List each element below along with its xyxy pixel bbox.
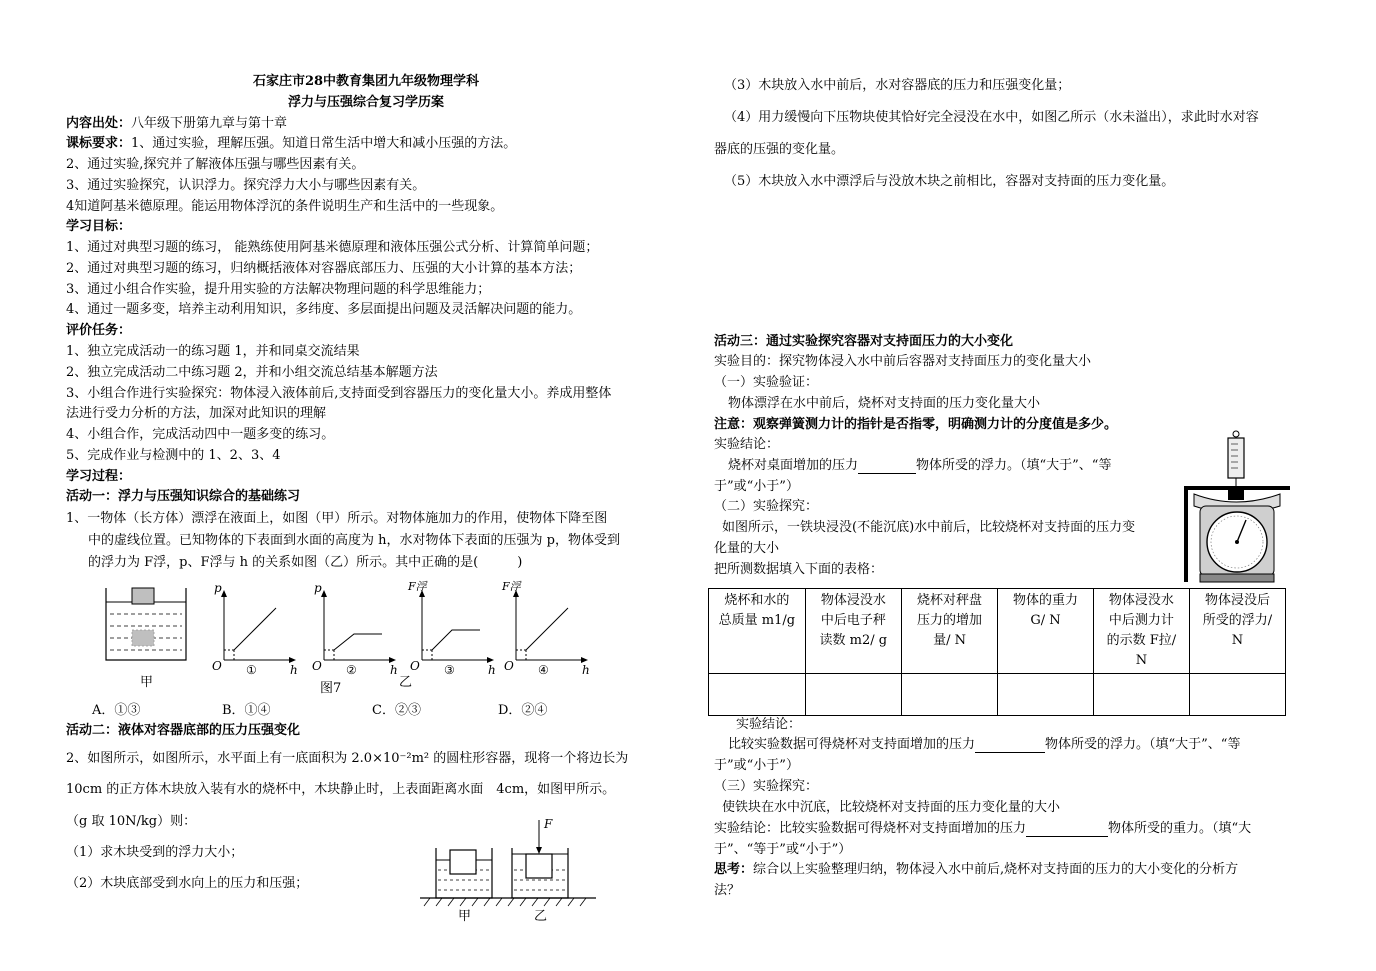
question2-part5: （5）木块放入水中漂浮后与没放木块之前相比，容器对支持面的压力变化量。 xyxy=(724,174,1175,189)
question2-part4: （4）用力缓慢向下压物块使其恰好完全浸没在水中，如图乙所示（水未溢出），求此时水对容 xyxy=(724,110,1259,125)
graph1-number: ① xyxy=(246,663,257,677)
conclusion1 xyxy=(728,458,1111,474)
question2-line: 10cm 的正方体木块放入装有水的烧杯中，木块静止时，上表面距离水面 4cm，如图甲所示。 xyxy=(66,782,616,797)
header-text: 中后电子秤 xyxy=(820,613,886,628)
graph-2 xyxy=(321,590,396,663)
graph4-ylabel: F浮 xyxy=(502,580,521,593)
header-text: 的示数 F拉/ xyxy=(1106,633,1177,648)
conclusion2-b: 物体所受的浮力。（填“大于”、“等 xyxy=(1045,737,1241,752)
question2-line: 2、如图所示，如图所示，水平面上有一底面积为 2.0×10⁻²m² 的圆柱形容器，现将一个将边长为 xyxy=(66,751,629,766)
graph4-number: ④ xyxy=(538,663,549,677)
question2-part3: （3）木块放入水中前后，水对容器底的压力和压强变化量； xyxy=(724,78,1071,93)
eval-item: 3、小组合作进行实验探究：物体浸入液体前后,支持面受到容器压力的变化量大小。养成用整体 xyxy=(66,386,612,401)
eval-item: 2、独立完成活动二中练习题 2，并和小组交流总结基本解题方法 xyxy=(66,365,438,380)
graph-3 xyxy=(419,590,494,663)
goal-item: 3、通过小组合作实验，提升用实验的方法解决物理问题的科学思维能力； xyxy=(66,282,491,297)
req-item: 2、通过实验,探究并了解液体压强与哪些因素有关。 xyxy=(66,157,365,172)
req-item: 3、通过实验探究，认识浮力。探究浮力大小与哪些因素有关。 xyxy=(66,178,426,193)
graph2-xlabel: h xyxy=(390,663,398,677)
table-header-cell xyxy=(805,589,901,674)
eval-item: 法进行受力分析的方法，加深对此知识的理解 xyxy=(66,406,327,421)
question1-line: 中的虚线位置。已知物体的下表面到水面的高度为 h，水对物体下表面的压强为 p，物体受到 xyxy=(88,533,620,548)
req-label: 课标要求： xyxy=(66,136,132,151)
goal-item: 2、通过对典型习题的练习，归纳概括液体对容器底部压力、压强的大小计算的基本方法； xyxy=(66,261,582,276)
think-text: 综合以上实验整理归纳，物体浸入水中前后,烧杯对支持面的压力的大小变化的分析方 xyxy=(753,862,1239,877)
source-text: 八年级下册第九章与第十章 xyxy=(131,116,288,131)
think-line xyxy=(714,862,1238,878)
fig1-label-jia: 甲 xyxy=(140,675,154,690)
table-input-cell[interactable] xyxy=(709,674,806,716)
table-header-row xyxy=(709,589,1286,674)
answer-blank[interactable] xyxy=(1026,836,1108,837)
header-text: N xyxy=(1231,633,1244,648)
goal-item: 1、通过对典型习题的练习， 能熟练使用阿基米德原理和液体压强公式分析、计算简单问题； xyxy=(66,240,599,255)
graph-4 xyxy=(513,590,588,663)
req-line-1 xyxy=(66,136,516,152)
option-c: C．②③ xyxy=(372,703,421,718)
attention-note: 注意：观察弹簧测力计的指针是否指零，明确测力计的分度值是多少。 xyxy=(714,417,1118,432)
header-text: 物体的重力 xyxy=(1012,593,1078,608)
conclusion2-a: 比较实验数据可得烧杯对支持面增加的压力 xyxy=(728,737,976,752)
option-d: D．②④ xyxy=(498,703,548,718)
header-text: 烧杯对秤盘 xyxy=(917,593,983,608)
header-text: 物体浸没后 xyxy=(1204,593,1270,608)
conclusion3-a: 实验结论：比较实验数据可得烧杯对支持面增加的压力 xyxy=(714,821,1027,836)
table-header-cell xyxy=(709,589,806,674)
option-b: B．①④ xyxy=(222,703,271,718)
table-input-cell[interactable] xyxy=(902,674,998,716)
goal-item: 4、通过一题多变，培养主动利用知识，多纬度、多层面提出问题及灵活解决问题的能力。 xyxy=(66,302,582,317)
table-input-cell[interactable] xyxy=(998,674,1094,716)
eval-label: 评价任务： xyxy=(66,323,132,338)
conclusion2-c: 于”或“小于”） xyxy=(714,758,799,773)
eval-item: 5、完成作业与检测中的 1、2、3、4 xyxy=(66,448,281,463)
option-a: A．①③ xyxy=(92,703,141,718)
ground-hatch xyxy=(424,898,586,906)
question1-line: 的浮力为 F浮，p、F浮与 h 的关系如图（乙）所示。其中正确的是( ) xyxy=(88,555,523,570)
header-text: 物体浸没水 xyxy=(820,593,886,608)
conclusion-label: 实验结论： xyxy=(714,437,780,452)
graph2-number: ② xyxy=(346,663,357,677)
graph3-xlabel: h xyxy=(488,663,496,677)
question2-part4-cont: 器底的压强的变化量。 xyxy=(714,142,845,157)
table-header-cell xyxy=(1093,589,1189,674)
graph3-origin: O xyxy=(410,659,420,673)
doc-title: 石家庄市28中教育集团九年级物理学科 xyxy=(252,74,480,89)
graph4-origin: O xyxy=(504,659,514,673)
header-text: 量/ N xyxy=(933,633,966,648)
conclusion1-b: 物体所受的浮力。（填“大于”、“等 xyxy=(916,458,1112,473)
answer-blank[interactable] xyxy=(975,752,1045,753)
explore2-title: （二）实验探究： xyxy=(714,499,819,514)
graph2-ylabel: p xyxy=(314,581,322,595)
explore2-line: 化量的大小 xyxy=(714,541,780,556)
explore3-text: 使铁块在水中沉底，比较烧杯对支持面的压力变化量的大小 xyxy=(722,800,1061,815)
header-text: 物体浸没水 xyxy=(1108,593,1174,608)
process-label: 学习过程： xyxy=(66,469,132,484)
header-text: G/ N xyxy=(1030,613,1061,628)
experiment-aim: 实验目的：探究物体浸入水中前后容器对支持面压力的变化量大小 xyxy=(714,354,1092,369)
figure-buoyancy-graphs xyxy=(96,578,636,696)
header-text: N xyxy=(1135,653,1148,668)
conclusion3 xyxy=(714,821,1251,837)
header-text: 读数 m2/ g xyxy=(819,633,888,648)
conclusion3-b: 物体所受的重力。（填“大 xyxy=(1108,821,1252,836)
table-input-cell[interactable] xyxy=(1189,674,1285,716)
source-label: 内容出处： xyxy=(66,116,132,131)
activity1-title: 活动一：浮力与压强知识综合的基础练习 xyxy=(66,489,301,504)
table-header-cell xyxy=(1189,589,1285,674)
fig1-label-yi: 乙 xyxy=(399,675,413,690)
eval-item: 1、独立完成活动一的练习题 1，并和同桌交流结果 xyxy=(66,344,360,359)
activity2-title: 活动二：液体对容器底部的压力压强变化 xyxy=(66,723,301,738)
think-label: 思考： xyxy=(714,862,754,877)
force-label: F xyxy=(544,817,553,831)
header-text: 压力的增加 xyxy=(917,613,983,628)
goal-label: 学习目标： xyxy=(66,219,132,234)
table-row xyxy=(709,674,1286,716)
header-text: 烧杯和水的 xyxy=(724,593,790,608)
container-jia xyxy=(106,588,186,660)
doc-subtitle: 浮力与压强综合复习学历案 xyxy=(287,95,444,110)
table-input-cell[interactable] xyxy=(1093,674,1189,716)
fig2-label-yi: 乙 xyxy=(534,909,548,924)
explore2-line: 如图所示，一铁块浸没(不能沉底)水中前后，比较烧杯对支持面的压力变 xyxy=(722,520,1136,535)
graph1-origin: O xyxy=(212,659,222,673)
req-item: 1、通过实验，理解压强。知道日常生活中增大和减小压强的方法。 xyxy=(131,136,517,151)
figure-spring-scale xyxy=(1180,430,1298,586)
conclusion2 xyxy=(728,737,1240,753)
question2-part1: （1）求木块受到的浮力大小； xyxy=(66,845,244,860)
graph1-xlabel: h xyxy=(290,663,298,677)
question2-part2: （2）木块底部受到水向上的压力和压强； xyxy=(66,876,309,891)
data-table xyxy=(708,588,1286,716)
conclusion1-c: 于”或“小于”） xyxy=(714,479,799,494)
fig1-caption: 图7 xyxy=(320,681,342,696)
figure-wood-block xyxy=(416,812,606,928)
graph-1 xyxy=(221,590,296,663)
fig2-label-jia: 甲 xyxy=(458,909,472,924)
table-header-cell xyxy=(902,589,998,674)
graph3-ylabel: F浮 xyxy=(408,580,427,593)
source-line xyxy=(66,116,287,132)
header-text: 总质量 m1/g xyxy=(718,613,796,628)
question1-line: 1、一物体（长方体）漂浮在液面上，如图（甲）所示。对物体施加力的作用，使物体下降至图 xyxy=(66,511,608,526)
fill-table-instruction: 把所测数据填入下面的表格： xyxy=(714,562,884,577)
answer-blank[interactable] xyxy=(858,473,916,474)
graph2-origin: O xyxy=(312,659,322,673)
question2-line: （g 取 10N/kg）则： xyxy=(66,814,197,829)
conclusion3-c: 于”、“等于”或“小于”） xyxy=(714,842,852,857)
conclusion2-label: 实验结论： xyxy=(736,717,802,732)
conclusion1-a: 烧杯对桌面增加的压力 xyxy=(728,458,859,473)
req-item: 4知道阿基米德原理。能运用物体浮沉的条件说明生产和生活中的一些现象。 xyxy=(66,199,504,214)
graph3-number: ③ xyxy=(444,663,455,677)
eval-item: 4、小组合作，完成活动四中一题多变的练习。 xyxy=(66,427,335,442)
explore3-title: （三）实验探究： xyxy=(714,779,819,794)
header-text: 所受的浮力/ xyxy=(1202,613,1273,628)
verify-title: （一）实验验证： xyxy=(714,375,819,390)
graph1-ylabel: p xyxy=(214,581,222,595)
verify-text: 物体漂浮在水中前后，烧杯对支持面的压力变化量大小 xyxy=(728,396,1041,411)
table-header-cell xyxy=(998,589,1094,674)
table-input-cell[interactable] xyxy=(805,674,901,716)
activity3-title: 活动三：通过实验探究容器对支持面压力的大小变化 xyxy=(714,334,1014,349)
think-text-2: 法？ xyxy=(714,883,741,898)
graph4-xlabel: h xyxy=(582,663,590,677)
header-text: 中后测力计 xyxy=(1108,613,1174,628)
